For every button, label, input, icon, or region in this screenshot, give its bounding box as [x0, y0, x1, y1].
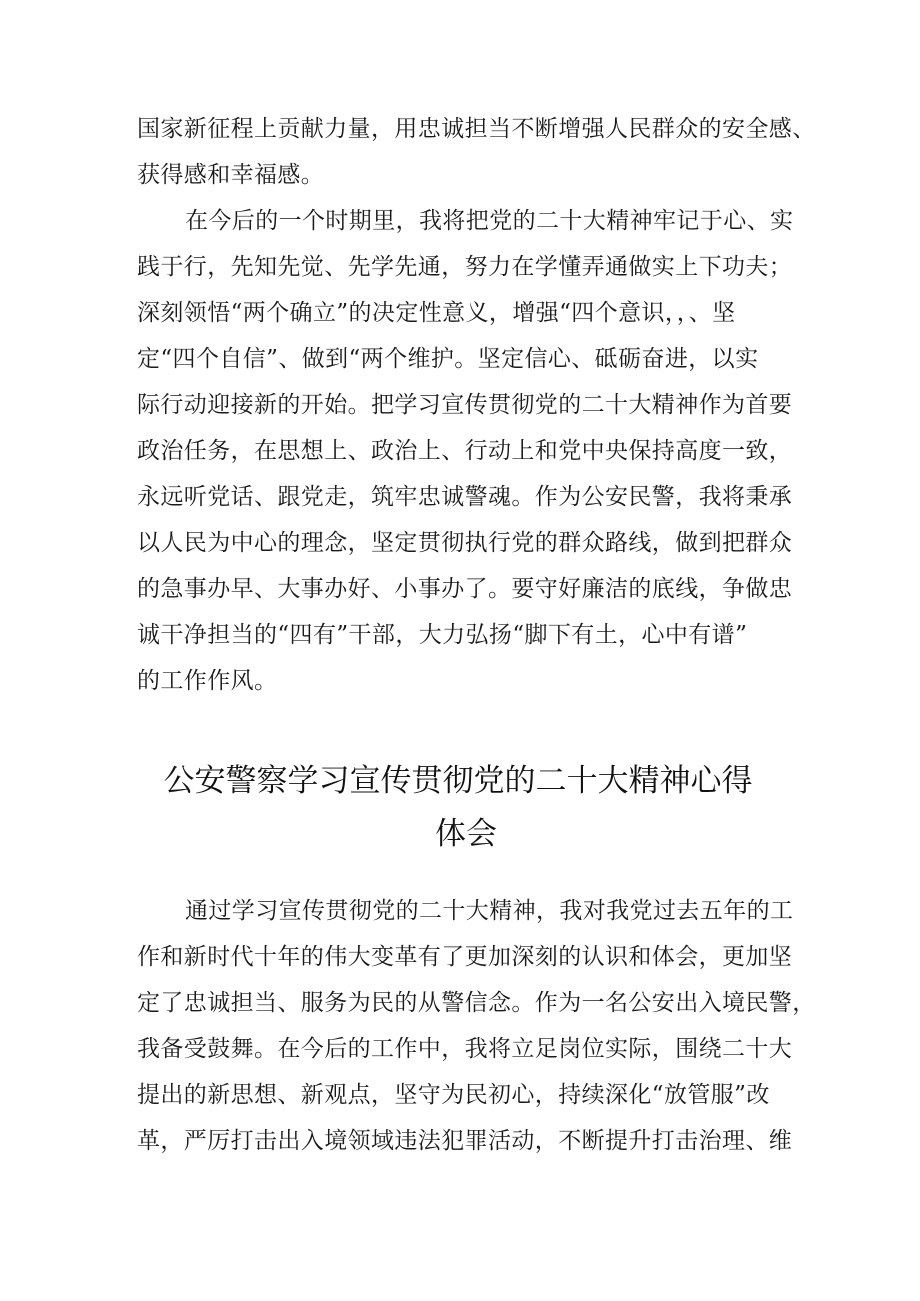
paragraph-future-plans [137, 198, 797, 704]
text-line: 我备受鼓舞。在今后的工作中，我将立足岗位实际，围绕二十大 [137, 1036, 793, 1062]
text-line: 革，严厉打击出入境领域违法犯罪活动，不断提升打击治理、维 [137, 1128, 793, 1154]
text-line: 永远听党话、跟党走，筑牢忠诚警魂。作为公安民警，我将秉承 [137, 484, 793, 510]
section-title: 公安警察学习宣传贯彻党的二十大精神心得 [163, 763, 753, 799]
text-line: 在今后的一个时期里，我将把党的二十大精神牢记于心、实 [185, 208, 794, 234]
section-title-continued: 体会 [435, 816, 497, 852]
text-line: 定了忠诚担当、服务为民的从警信念。作为一名公安出入境民警， [137, 990, 816, 1016]
text-line: 获得感和幸福感。 [137, 162, 325, 188]
paragraph-study-reflection [137, 888, 816, 1164]
text-line: 的工作作风。 [137, 668, 278, 694]
text-line: 际行动迎接新的开始。把学习宣传贯彻党的二十大精神作为首要 [137, 392, 793, 418]
text-line: 定“四个自信”、做到“两个维护。坚定信心、砥砺奋进，以实 [137, 346, 759, 372]
text-line: 提出的新思想、新观点，坚守为民初心，持续深化“放管服”改 [137, 1082, 770, 1108]
text-line: 作和新时代十年的伟大变革有了更加深刻的认识和体会，更加坚 [137, 944, 793, 970]
text-line: 通过学习宣传贯彻党的二十大精神，我对我党过去五年的工 [185, 898, 794, 924]
text-line: 深刻领悟“两个确立”的决定性意义，增强“四个意识，，、坚 [137, 300, 736, 326]
paragraph-continuation [137, 106, 816, 198]
text-line: 诚干净担当的“四有”干部，大力弘扬“脚下有土，心中有谱” [137, 622, 748, 648]
text-line: 国家新征程上贡献力量，用忠诚担当不断增强人民群众的安全感、 [137, 116, 816, 142]
text-line: 以人民为中心的理念，坚定贯彻执行党的群众路线，做到把群众 [137, 530, 793, 556]
text-line: 的急事办早、大事办好、小事办了。要守好廉洁的底线，争做忠 [137, 576, 793, 602]
text-line: 践于行，先知先觉、先学先通，努力在学懂弄通做实上下功夫； [137, 254, 793, 280]
text-line: 政治任务，在思想上、政治上、行动上和党中央保持高度一致， [137, 438, 793, 464]
